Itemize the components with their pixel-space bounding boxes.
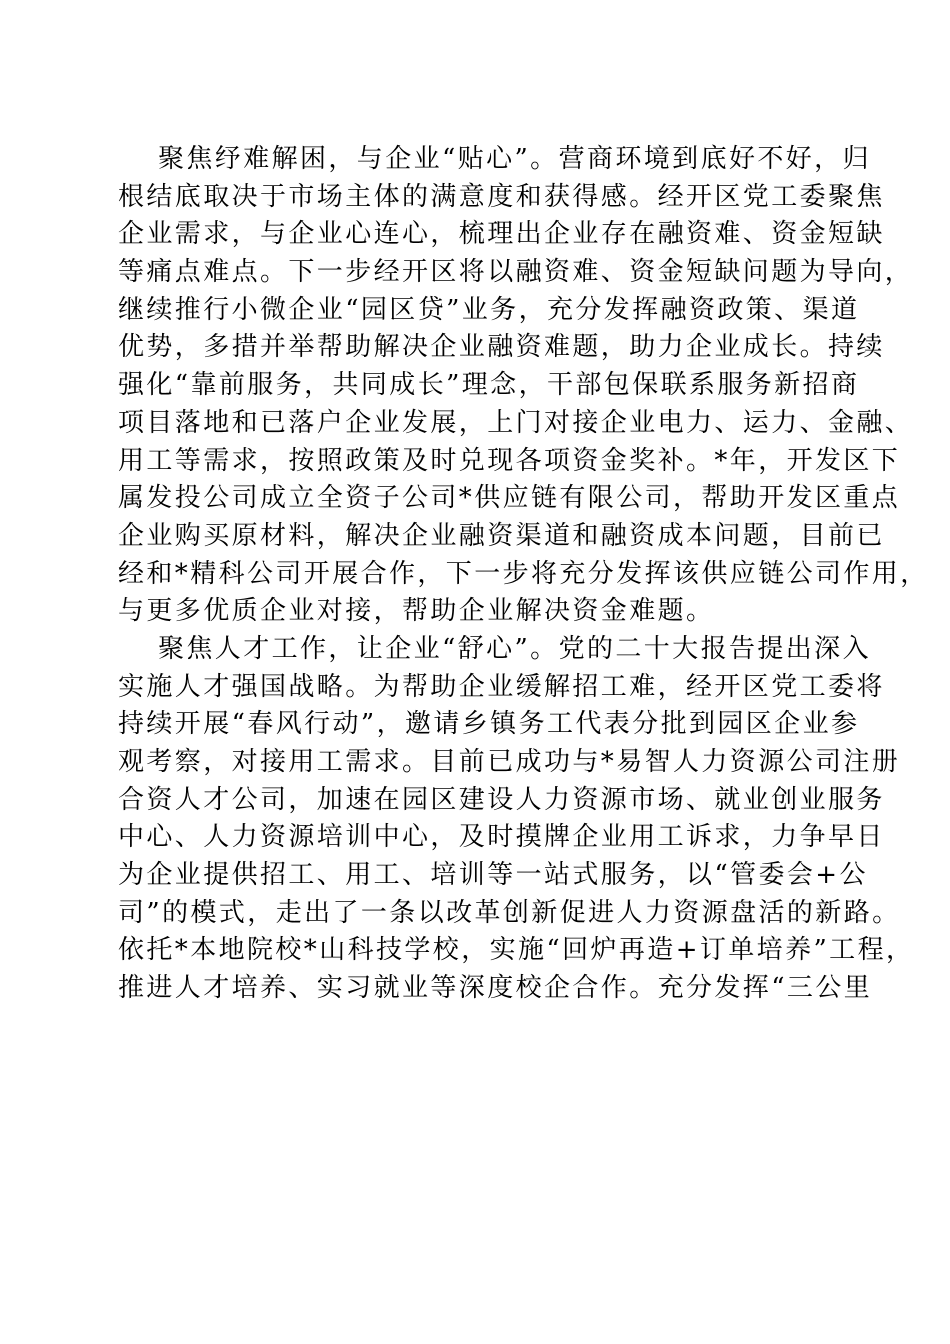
paragraph-line: 强化“靠前服务，共同成长”理念，干部包保联系服务新招商 bbox=[118, 370, 860, 401]
paragraph-line: 合资人才公司，加速在园区建设人力资源市场、就业创业服务 bbox=[118, 784, 885, 815]
paragraph-line: 持续开展“春风行动”，邀请乡镇务工代表分批到园区企业参 bbox=[118, 709, 860, 740]
document-body bbox=[118, 141, 929, 1008]
paragraph-line: 观考察，对接用工需求。目前已成功与*易智人力资源公司注册 bbox=[118, 747, 901, 777]
paragraph-line: 司”的模式，走出了一条以改革创新促进人力资源盘活的新路。 bbox=[118, 897, 901, 928]
paragraph-line: 根结底取决于市场主体的满意度和获得感。经开区党工委聚焦 bbox=[118, 181, 885, 212]
paragraph-line: 为企业提供招工、用工、培训等一站式服务，以“管委会+公 bbox=[118, 860, 868, 891]
paragraph-line: 聚焦纾难解困，与企业“贴心”。营商环境到底好不好，归 bbox=[158, 144, 871, 174]
paragraph-line: 经和*精科公司开展合作，下一步将充分发挥该供应链公司作用， bbox=[118, 558, 929, 589]
paragraph-talent bbox=[118, 631, 915, 1008]
paragraph-line: 企业需求，与企业心连心，梳理出企业存在融资难、资金短缺 bbox=[118, 219, 885, 250]
paragraph-line: 项目落地和已落户企业发展，上门对接企业电力、运力、金融、 bbox=[118, 407, 914, 438]
paragraph-line: 依托*本地院校*山科技学校，实施“回炉再造+订单培养”工程， bbox=[118, 935, 915, 966]
paragraph-line: 属发投公司成立全资子公司*供应链有限公司，帮助开发区重点 bbox=[118, 483, 901, 514]
paragraph-line: 中心、人力资源培训中心，及时摸牌企业用工诉求，力争早日 bbox=[118, 822, 885, 853]
paragraph-line: 优势，多措并举帮助解决企业融资难题，助力企业成长。持续 bbox=[118, 332, 885, 363]
paragraph-line: 用工等需求，按照政策及时兑现各项资金奖补。*年，开发区下 bbox=[118, 445, 901, 476]
paragraph-financing bbox=[118, 141, 929, 631]
paragraph-line: 实施人才强国战略。为帮助企业缓解招工难，经开区党工委将 bbox=[118, 671, 885, 702]
paragraph-line: 继续推行小微企业“园区贷”业务，充分发挥融资政策、渠道 bbox=[118, 294, 860, 325]
paragraph-line: 等痛点难点。下一步经开区将以融资难、资金短缺问题为导向， bbox=[118, 257, 914, 288]
paragraph-line: 推进人才培养、实习就业等深度校企合作。充分发挥“三公里 bbox=[118, 973, 873, 1004]
paragraph-line: 聚焦人才工作，让企业“舒心”。党的二十大报告提出深入 bbox=[158, 633, 871, 664]
paragraph-line: 企业购买原材料，解决企业融资渠道和融资成本问题，目前已 bbox=[118, 520, 885, 551]
paragraph-line: 与更多优质企业对接，帮助企业解决资金难题。 bbox=[118, 596, 715, 627]
